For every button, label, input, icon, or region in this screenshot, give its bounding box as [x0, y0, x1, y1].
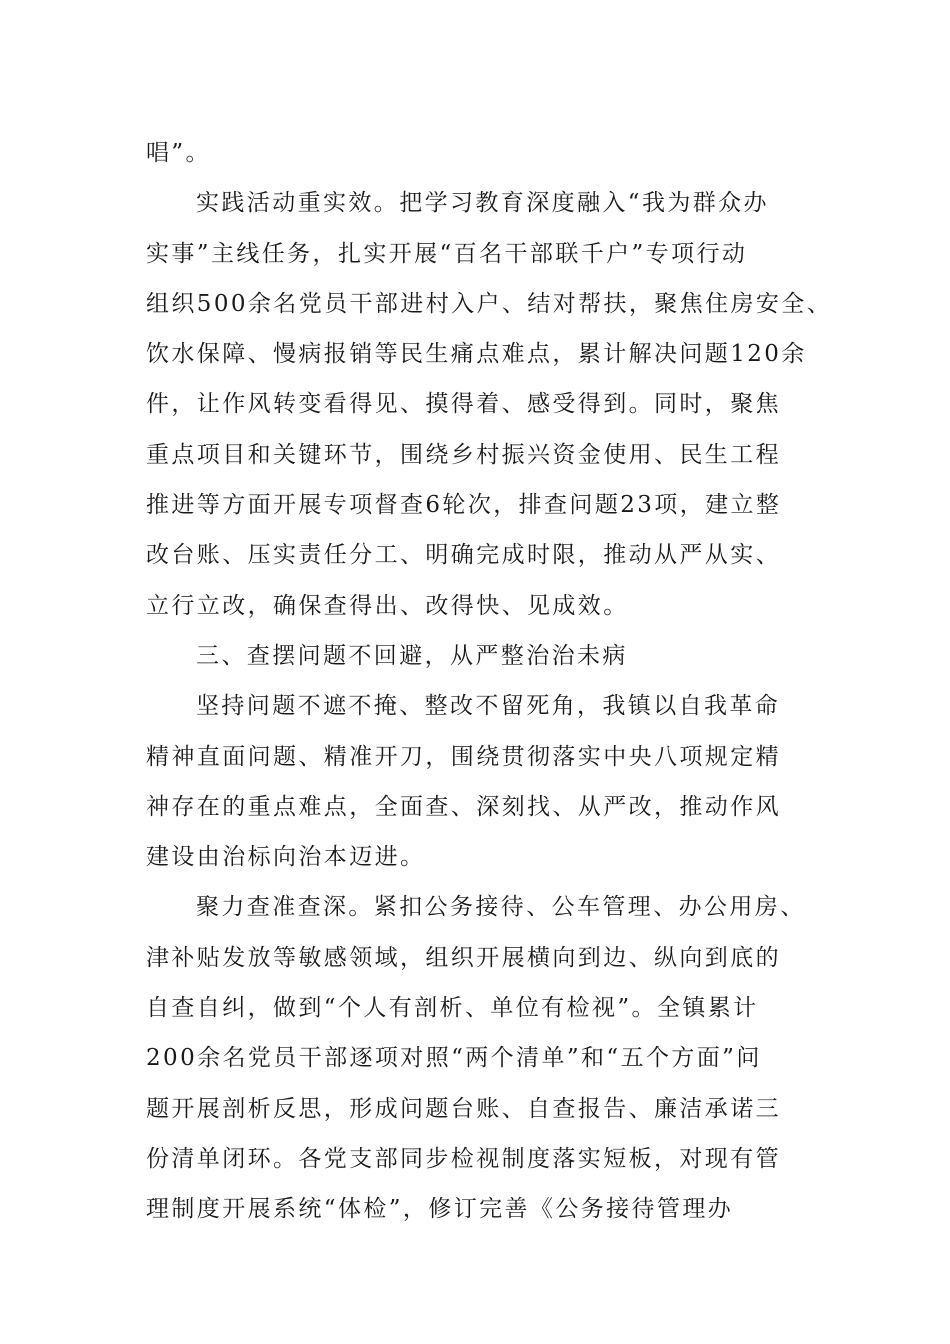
- text-line: 饮水保障、慢病报销等民生痛点难点，累计解决问题120余: [146, 341, 807, 368]
- text-line: 件，让作风转变看得见、摸得着、感受得到。同时，聚焦: [146, 391, 781, 418]
- body-text: [146, 128, 833, 1235]
- section-heading: 三、查摆问题不回避，从严整治治未病: [196, 642, 628, 669]
- text-line: 建设由治标向治本迈进。: [146, 844, 426, 871]
- text-line: 组织500余名党员干部进村入户、结对帮扶，聚焦住房安全、: [146, 290, 833, 317]
- text-line: 理制度开展系统“体检”，修订完善《公务接待管理办: [146, 1196, 734, 1223]
- text-line: 自查自纠，做到“个人有剖析、单位有检视”。全镇累计: [146, 995, 759, 1022]
- text-line: 题开展剖析反思，形成问题台账、自查报告、廉洁承诺三: [146, 1095, 781, 1122]
- text-line: 份清单闭环。各党支部同步检视制度落实短板，对现有管: [146, 1145, 781, 1172]
- text-line: 200余名党员干部逐项对照“两个清单”和“五个方面”问: [146, 1045, 762, 1072]
- text-line: 津补贴发放等敏感领域，组织开展横向到边、纵向到底的: [146, 944, 781, 971]
- text-line: 神存在的重点难点，全面查、深刻找、从严改，推动作风: [146, 793, 781, 820]
- text-line: 精神直面问题、精准开刀，围绕贯彻落实中央八项规定精: [146, 743, 781, 770]
- text-line: 唱”。: [146, 140, 211, 166]
- text-line: 立行立改，确保查得出、改得快、见成效。: [146, 592, 629, 619]
- paragraph-start-line: 坚持问题不遮不掩、整改不留死角，我镇以自我革命: [196, 693, 781, 720]
- paragraph-start-line: 实践活动重实效。把学习教育深度融入“我为群众办: [196, 190, 769, 217]
- text-line: 推进等方面开展专项督查6轮次，排查问题23项，建立整: [146, 492, 782, 519]
- text-line: 改台账、压实责任分工、明确完成时限，推动从严从实、: [146, 542, 781, 569]
- paragraph-start-line: 聚力查准查深。紧扣公务接待、公车管理、办公用房、: [196, 894, 806, 921]
- text-line: 实事”主线任务，扎实开展“百名干部联千户”专项行动: [146, 240, 748, 267]
- text-line: 重点项目和关键环节，围绕乡村振兴资金使用、民生工程: [146, 441, 781, 468]
